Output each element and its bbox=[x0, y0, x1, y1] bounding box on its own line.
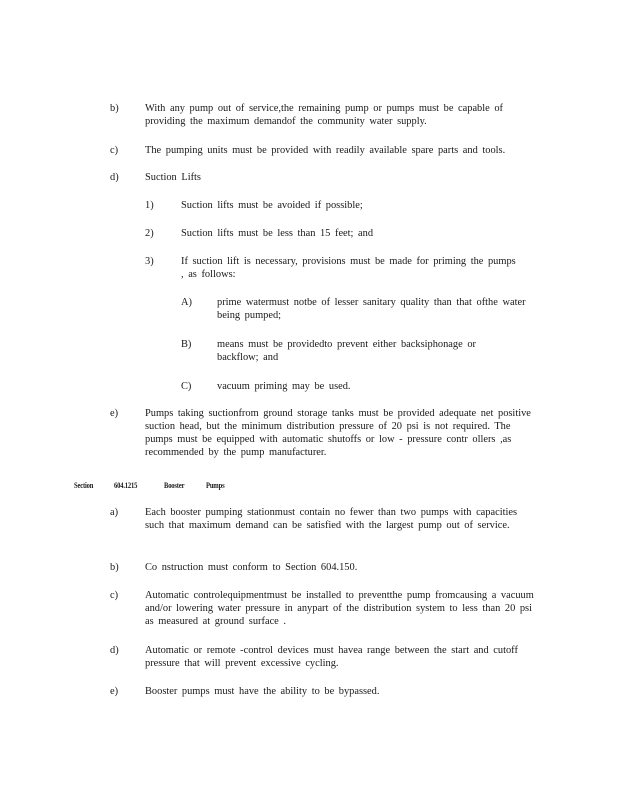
section-title-word-2: Pumps bbox=[206, 481, 225, 490]
item-text: Automatic or remote -control devices must havea range between the start and cutoff pressure that will prevent excessive cycling. bbox=[145, 645, 518, 669]
item-label: A) bbox=[181, 297, 192, 308]
item-label: c) bbox=[110, 590, 119, 601]
item-heading: Suction Lifts bbox=[145, 172, 201, 183]
item-text: means must be providedto prevent either backsiphonage or backflow; and bbox=[217, 339, 476, 363]
item-label: B) bbox=[181, 339, 192, 350]
item-label: d) bbox=[110, 172, 119, 183]
item-text: Pumps taking suctionfrom ground storage tanks must be provided adequate net positive suction head, but the minimum distribution pressure of 20 psi is not required. The pumps must be equipped with automatic shutoffs or low - pressure contr ollers ,as recommended by the pump manufacturer. bbox=[145, 408, 531, 458]
item-label: a) bbox=[110, 507, 119, 518]
item-text: Automatic controlequipmentmust be installed to preventthe pump fromcausing a vacuum and/or lowering water pressure in anypart of the distribution system to less than 20 psi as measured at ground surface . bbox=[145, 590, 534, 627]
section-number: 604.1215 bbox=[114, 481, 138, 490]
item-text: Co nstruction must conform to Section 604.150. bbox=[145, 562, 358, 573]
item-text: vacuum priming may be used. bbox=[217, 381, 351, 392]
item-label: b) bbox=[110, 103, 119, 114]
section-word: Section bbox=[74, 481, 94, 490]
section-title-word-1: Booster bbox=[164, 481, 185, 490]
item-label: 1) bbox=[145, 200, 154, 211]
item-text: Each booster pumping stationmust contain no fewer than two pumps with capacities such that maximum demand can be satisfied with the largest pump out of service. bbox=[145, 507, 518, 531]
item-text: prime watermust notbe of lesser sanitary quality than that ofthe water being pumped; bbox=[217, 297, 526, 321]
item-text: Booster pumps must have the ability to be bypassed. bbox=[145, 686, 380, 697]
item-label: c) bbox=[110, 145, 119, 156]
item-text: The pumping units must be provided with readily available spare parts and tools. bbox=[145, 145, 506, 156]
item-label: e) bbox=[110, 686, 119, 697]
item-label: b) bbox=[110, 562, 119, 573]
item-label: 3) bbox=[145, 256, 154, 267]
item-label: 2) bbox=[145, 228, 154, 239]
item-label: e) bbox=[110, 408, 119, 419]
item-label: d) bbox=[110, 645, 119, 656]
item-text: With any pump out of service,the remaining pump or pumps must be capable of providing the maximum demandof the community water supply. bbox=[145, 103, 504, 127]
item-label: C) bbox=[181, 381, 192, 392]
item-text: Suction lifts must be avoided if possible; bbox=[181, 200, 363, 211]
item-text: If suction lift is necessary, provisions must be made for priming the pumps , as follows: bbox=[181, 256, 516, 280]
item-text: Suction lifts must be less than 15 feet; and bbox=[181, 228, 374, 239]
